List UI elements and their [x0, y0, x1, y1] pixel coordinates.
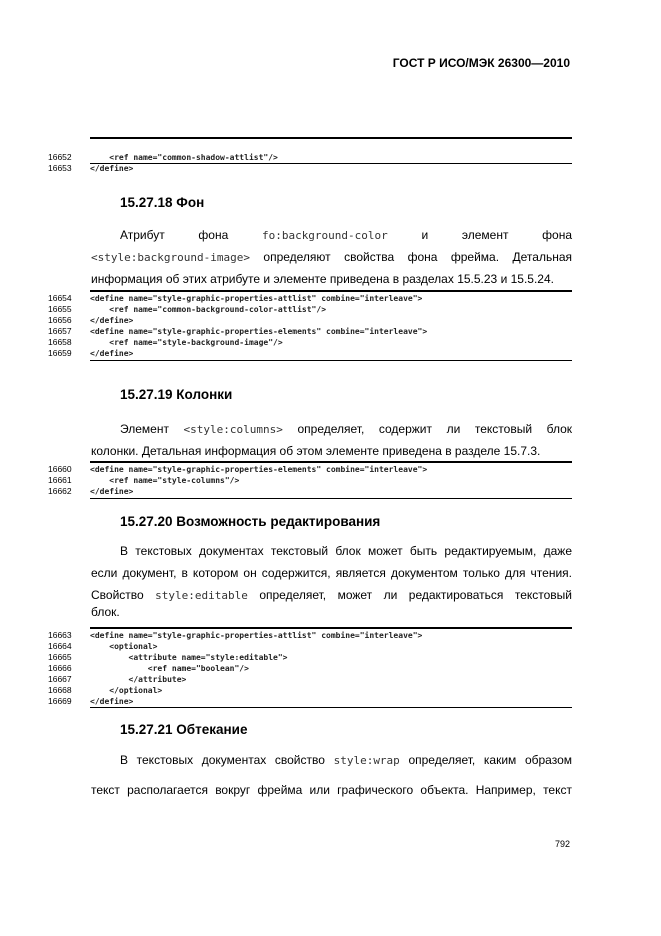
code-block-3: 16660 <define name="style-graphic-properties-elements" combine="interleave"> 16661 <ref name="style-columns"/> 16662 </define> [48, 461, 572, 498]
code-block-top-rule [90, 137, 572, 139]
code-text: <ref name="common-shadow-attlist"/> [90, 153, 278, 162]
code-block-bottom-rule [90, 498, 572, 499]
code-block-1 [48, 137, 572, 173]
line-number: 16652 [48, 152, 72, 162]
code-block-top-rule [90, 627, 572, 629]
code-block-bottom-rule [90, 360, 572, 361]
code-line [48, 152, 134, 173]
section-heading-15-27-20: 15.27.20 Возможность редактирования [120, 514, 381, 529]
code-block-top-rule [90, 461, 572, 463]
paragraph-line: <style:background-image> определяют свойства фона фрейма. Детальная [91, 250, 572, 264]
code-line [48, 141, 278, 162]
code-block-bottom-rule [90, 707, 572, 708]
paragraph-background [91, 224, 572, 290]
section-heading-15-27-19: 15.27.19 Колонки [120, 387, 233, 402]
code-block-4: 16663 <define name="style-graphic-properties-attlist" combine="interleave"> 16664 <optional> 16665 <attribute name="style:editable"> 16666 <ref name="boolean"/> 16667 </attribute> 16668 </optional> 16669 </define> [48, 627, 572, 707]
paragraph-line: В текстовых документах текстовый блок может быть редактируемым, даже [120, 544, 572, 558]
code-block-top-rule [90, 290, 572, 292]
paragraph-line: текст располагается вокруг фрейма или графического объекта. Например, текст [91, 783, 572, 797]
paragraph-columns [91, 418, 572, 462]
paragraph-editable [91, 540, 572, 628]
paragraph-line: В текстовых документах свойство style:wrap определяет, каким образом [120, 753, 572, 767]
paragraph-line: блок. [91, 605, 120, 619]
code-text: </define> [90, 164, 134, 173]
paragraph-line: Свойство style:editable определяет, может ли редактироваться текстовый [91, 588, 572, 602]
section-heading-15-27-18: 15.27.18 Фон [120, 195, 205, 210]
paragraph-line: Элемент <style:columns> определяет, содержит ли текстовый блок [120, 422, 572, 436]
paragraph-line: если документ, в котором он содержится, является документом только для чтения. [91, 566, 572, 580]
code-block-2: 16654 <define name="style-graphic-properties-attlist" combine="interleave"> 16655 <ref name="common-background-color-attlist"/> 16656 </define> 16657 <define name="style-graphic-properties-elements" combine="interleave"> 16658 <ref name="style-background-image"/> 16659 </define> [48, 290, 572, 360]
code-block-bottom-rule [90, 163, 572, 164]
paragraph-line: Атрибут фона fo:background-color и элемент фона [120, 228, 573, 242]
section-heading-15-27-21: 15.27.21 Обтекание [120, 722, 248, 737]
document-header: ГОСТ Р ИСО/МЭК 26300—2010 [392, 56, 570, 70]
line-number: 16653 [48, 163, 72, 173]
paragraph-line: информация об этих атрибуте и элементе приведена в разделах 15.5.23 и 15.5.24. [91, 272, 554, 286]
paragraph-wrap [91, 749, 572, 801]
paragraph-line: колонки. Детальная информация об этом элементе приведена в разделе 15.7.3. [91, 444, 541, 458]
page-number: 792 [554, 839, 570, 849]
